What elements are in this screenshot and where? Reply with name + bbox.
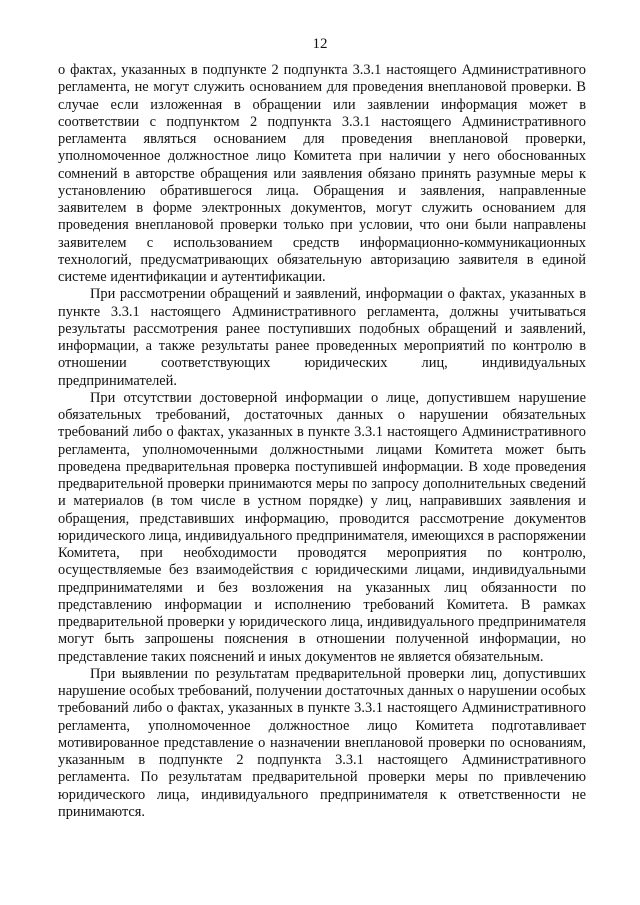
page-number: 12 bbox=[312, 36, 328, 52]
paragraph-4: При выявлении по результатам предварительной проверки лиц, допустивших нарушение особых требований, получении достаточных данных о нарушении особых требований либо о фактах, указанных в пункте 3.3.1 настоящего Административного регламента, уполномоченное должностное лицо Комитета подготавливает мотивированное представление о назначении внеплановой проверки по основаниям, указанным в подпункте 2 подпункта 3.3.1 настоящего Административного регламента. По результатам предварительной проверки меры по привлечению юридического лица, индивидуального предпринимателя к ответственности не принимаются. bbox=[58, 665, 586, 820]
paragraph-3: При отсутствии достоверной информации о лице, допустившем нарушение обязательных требований, достаточных данных о нарушении обязательных требований либо о фактах, указанных в пункте 3.3.1 настоящего Административного регламента, уполномоченными должностными лицами Комитета может быть проведена предварительная проверка поступившей информации. В ходе проведения предварительной проверки принимаются меры по запросу дополнительных сведений и материалов (в том числе в устном порядке) у лиц, направивших заявления и обращения, представивших информацию, проводится рассмотрение документов юридического лица, индивидуального предпринимателя, имеющихся в распоряжении Комитета, при необходимости проводятся мероприятия по контролю, осуществляемые без взаимодействия с юридическими лицами, индивидуальными предпринимателями и без возложения на указанных лиц обязанности по представлению информации и исполнению требований Комитета. В рамках предварительной проверки у юридического лица, индивидуального предпринимателя могут быть запрошены пояснения в отношении полученной информации, но представление таких пояснений и иных документов не является обязательным. bbox=[58, 389, 586, 665]
document-body bbox=[58, 62, 586, 821]
paragraph-1: о фактах, указанных в подпункте 2 подпункта 3.3.1 настоящего Административного регламента, не могут служить основанием для проведения внеплановой проверки. В случае если изложенная в обращении или заявлении информация может в соответствии с подпунктом 2 подпункта 3.3.1 настоящего Административного регламента являться основанием для проведения внеплановой проверки, уполномоченное должностное лицо Комитета при наличии у него обоснованных сомнений в авторстве обращения или заявления обязано принять разумные меры к установлению обратившегося лица. Обращения и заявления, направленные заявителем в форме электронных документов, могут служить основанием для проведения внеплановой проверки только при условии, что они были направлены заявителем с использованием средств информационно-коммуникационных технологий, предусматривающих обязательную авторизацию заявителя в единой системе идентификации и аутентификации. bbox=[58, 62, 586, 285]
paragraph-2: При рассмотрении обращений и заявлений, информации о фактах, указанных в пункте 3.3.1 настоящего Административного регламента, должны учитываться результаты рассмотрения ранее поступивших подобных обращений и заявлений, информации, а также результаты ранее проведенных мероприятий по контролю в отношении соответствующих юридических лиц, индивидуальных предпринимателей. bbox=[58, 286, 586, 389]
